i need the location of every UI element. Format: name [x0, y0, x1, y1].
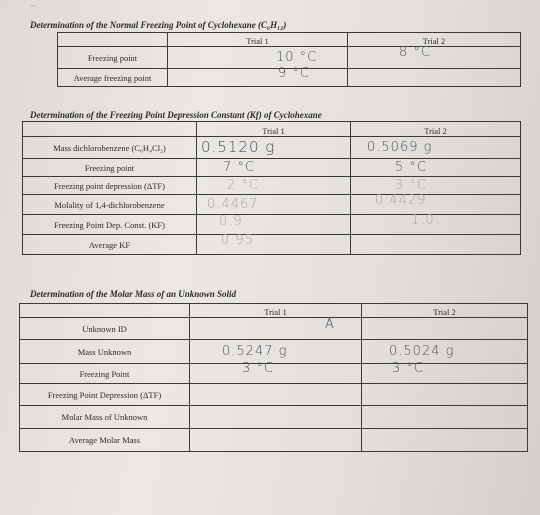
top-cutoff-text: ...	[30, 0, 36, 8]
row-label: Molality of 1,4-dichlorobenzene	[23, 195, 197, 215]
row-label: Freezing point depression (ΔTF)	[23, 177, 197, 195]
table-row	[23, 195, 521, 215]
col-header-trial2: Trial 2	[348, 33, 521, 47]
handwritten-value: 3 °C	[242, 360, 274, 376]
row-label: Molar Mass of Unknown	[20, 406, 190, 429]
answer-cell[interactable]	[351, 137, 521, 159]
row-label: Freezing point	[23, 159, 197, 177]
row-label: Mass dichlorobenzene (C₆H₄Cl₂)	[23, 137, 197, 159]
handwritten-value: A	[325, 317, 335, 333]
answer-cell[interactable]	[362, 384, 528, 406]
handwritten-value: 8 °C	[399, 45, 431, 61]
answer-cell[interactable]	[348, 47, 521, 69]
table-header-row	[20, 304, 528, 318]
handwritten-value: 1.0	[411, 212, 435, 228]
col-header-trial1: Trial 1	[197, 122, 351, 137]
table-row	[23, 215, 521, 235]
table-row	[20, 429, 528, 452]
answer-cell[interactable]	[351, 159, 521, 177]
section2-table	[22, 121, 521, 255]
table-header-row	[23, 122, 521, 137]
section1-title: Determination of the Normal Freezing Point of Cyclohexane (C₆H₁₂)	[30, 20, 287, 30]
answer-cell[interactable]	[168, 47, 348, 69]
answer-cell[interactable]	[168, 65, 348, 87]
row-label: Unknown ID	[20, 318, 190, 340]
row-label: Average KF	[23, 235, 197, 255]
answer-cell[interactable]	[190, 318, 362, 340]
table-row	[23, 177, 521, 195]
table-row	[20, 384, 528, 406]
handwritten-value: 3 °C	[392, 360, 424, 376]
table-row	[20, 364, 528, 384]
handwritten-value: 9 °C	[278, 65, 310, 81]
col-header-trial1: Trial 1	[168, 33, 348, 47]
handwritten-value: 0.5024 g	[389, 343, 455, 359]
answer-cell[interactable]	[351, 212, 521, 235]
answer-cell[interactable]	[190, 384, 362, 406]
table-row	[58, 69, 521, 87]
handwritten-value: 5 °C	[395, 159, 427, 175]
answer-cell[interactable]	[348, 69, 521, 87]
answer-cell[interactable]	[190, 429, 362, 452]
handwritten-value: 10 °C	[276, 49, 318, 65]
col-header-trial2: Trial 2	[362, 304, 528, 318]
answer-cell[interactable]	[362, 360, 528, 384]
handwritten-value: 0.95	[221, 232, 254, 248]
answer-cell[interactable]	[351, 235, 521, 255]
handwritten-value: 0.4429	[375, 192, 427, 208]
handwritten-value: 3 °C	[395, 177, 427, 193]
answer-cell[interactable]	[190, 406, 362, 429]
answer-cell[interactable]	[197, 137, 351, 159]
handwritten-value: 0.5069 g	[367, 139, 433, 155]
answer-cell[interactable]	[197, 195, 351, 215]
table-row	[20, 406, 528, 429]
answer-cell[interactable]	[362, 340, 528, 364]
col-header-trial2: Trial 2	[351, 122, 521, 137]
row-label: Mass Unknown	[20, 340, 190, 364]
row-label: Freezing Point Depression (ΔTF)	[20, 384, 190, 406]
row-label: Freezing point	[58, 47, 168, 69]
row-label: Average Molar Mass	[20, 429, 190, 452]
section3-table	[19, 303, 528, 452]
col-header-trial1: Trial 1	[190, 304, 362, 318]
answer-cell[interactable]	[351, 192, 521, 215]
row-label: Freezing Point	[20, 364, 190, 384]
table-row	[23, 137, 521, 159]
table-row	[23, 159, 521, 177]
table-header-row	[58, 33, 521, 47]
handwritten-value: 7 °C	[223, 159, 255, 175]
answer-cell[interactable]	[362, 318, 528, 340]
answer-cell[interactable]	[197, 215, 351, 235]
answer-cell[interactable]	[190, 340, 362, 364]
table-row	[23, 235, 521, 255]
row-label: Freezing Point Dep. Const. (KF)	[23, 215, 197, 235]
table-row	[20, 318, 528, 340]
answer-cell[interactable]	[197, 177, 351, 195]
answer-cell[interactable]	[197, 159, 351, 177]
section1-table	[57, 32, 521, 87]
handwritten-value: 0.4467	[207, 196, 259, 212]
answer-cell[interactable]	[362, 429, 528, 452]
row-label: Average freezing point	[58, 69, 168, 87]
section3-title: Determination of the Molar Mass of an Unknown Solid	[30, 289, 237, 299]
handwritten-value: 0.5120 g	[201, 137, 276, 156]
answer-cell[interactable]	[197, 232, 351, 255]
handwritten-value: 2 °C	[227, 177, 259, 193]
handwritten-value: 0.9	[219, 213, 243, 229]
section2-title: Determination of the Freezing Point Depression Constant (Kf) of Cyclohexane	[30, 110, 322, 120]
handwritten-value: 0.5247 g	[222, 343, 288, 359]
answer-cell[interactable]	[362, 406, 528, 429]
answer-cell[interactable]	[190, 360, 362, 384]
